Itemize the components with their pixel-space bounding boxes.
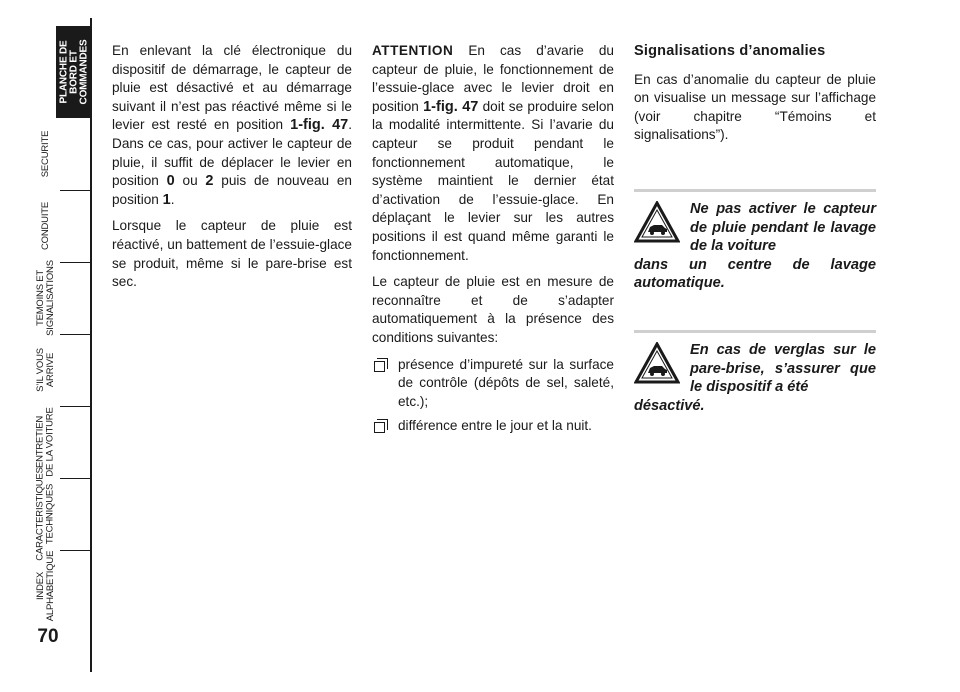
tab-label: TEMOINS ET SIGNALISATIONS — [35, 260, 56, 336]
position-ref: 2 — [205, 173, 214, 190]
paragraph: En cas d’anomalie du capteur de pluie on visualise un message sur l’affichage (voir chapitre “Témoins et signalisations”). — [634, 71, 876, 143]
warning-lead: Ne pas activer le capteur de pluie pendant le lavage de la voiture — [690, 201, 876, 254]
tab-label: PLANCHE DE BORD ET COMMANDES — [58, 39, 89, 105]
figure-ref: 1-fig. 47 — [423, 98, 479, 115]
column-2 — [372, 42, 614, 442]
tab-temoins[interactable] — [0, 262, 92, 334]
text: . Dans ce cas, pour activer le capteur de pluie, il suffit de déplacer le levier en position — [112, 117, 353, 189]
page-number: 70 — [37, 626, 59, 647]
paragraph — [372, 42, 614, 265]
chapter-tab-rail — [0, 0, 92, 692]
tab-label: S’IL VOUS ARRIVE — [35, 348, 56, 392]
warning-box — [634, 330, 876, 415]
warning-rest: dans un centre de lavage automatique. — [634, 256, 876, 291]
tab-label: ENTRETIEN DE LA VOITURE — [34, 407, 56, 477]
position-ref: 1 — [162, 191, 171, 208]
tab-index[interactable] — [0, 550, 92, 622]
position-ref: 0 — [166, 173, 175, 190]
tab-conduite[interactable] — [0, 190, 92, 262]
list-item: différence entre le jour et la nuit. — [372, 417, 614, 436]
text: puis de nouveau en position — [112, 173, 352, 207]
text: ou — [174, 173, 206, 189]
list-item: présence d’impureté sur la surface de contrôle (dépôts de sel, saleté, etc.); — [372, 356, 614, 412]
tab-planche-de-bord[interactable] — [56, 26, 92, 118]
section-heading: Signalisations d’anomalies — [634, 43, 826, 59]
tab-securite[interactable] — [0, 118, 92, 190]
column-3 — [634, 42, 876, 153]
text: En enlevant la clé électronique du dispositif de démarrage, le capteur de pluie est désactivé et au démarrage suivant il n’est pas réactivé même si le levier est resté en position — [112, 43, 352, 133]
warning-rule — [634, 330, 876, 333]
tab-label: CARACTERISTIQUES TECHNIQUES — [35, 467, 56, 561]
text: En cas d’avarie du capteur de pluie, le fonctionnement de l’essuie-glace avec le levier droit en position — [372, 43, 614, 114]
warning-lead: En cas de verglas sur le pare-brise, s’assurer que le dispositif a été — [690, 342, 876, 395]
bullet-list — [372, 356, 614, 436]
warning-box — [634, 189, 876, 293]
tab-sil-vous-arrive[interactable] — [0, 334, 92, 406]
tab-label: SECURITE — [40, 130, 51, 178]
tab-label: INDEX ALPHABETIQUE — [35, 550, 56, 622]
text: doit se produire selon la modalité intermittente. Si l’avarie du capteur se produit pendant le fonctionnement automatique, le système maintient le dernier état d’activation de l’essuie-glace. En déplaçant le levier sur les autres positions il est quand même garanti le fonctionnement. — [372, 98, 614, 263]
tab-label: CONDUITE — [39, 201, 51, 251]
attention-label: ATTENTION — [372, 43, 454, 58]
paragraph — [112, 42, 352, 209]
warning-triangle-car-icon — [634, 201, 680, 243]
figure-ref: 1-fig. 47 — [290, 117, 349, 134]
paragraph: Lorsque le capteur de pluie est réactivé, un battement de l’essuie-glace se produit, même si le pare-brise est sec. — [112, 218, 352, 290]
column-1 — [112, 42, 352, 300]
warning-triangle-car-icon — [634, 342, 680, 384]
tab-caracteristiques[interactable] — [0, 467, 92, 561]
warning-rule — [634, 189, 876, 192]
text: . — [170, 191, 175, 207]
paragraph: Le capteur de pluie est en mesure de reconnaître et de s’adapter automatiquement à la présence des conditions suivantes: — [372, 274, 614, 345]
warning-rest: désactivé. — [634, 397, 705, 414]
